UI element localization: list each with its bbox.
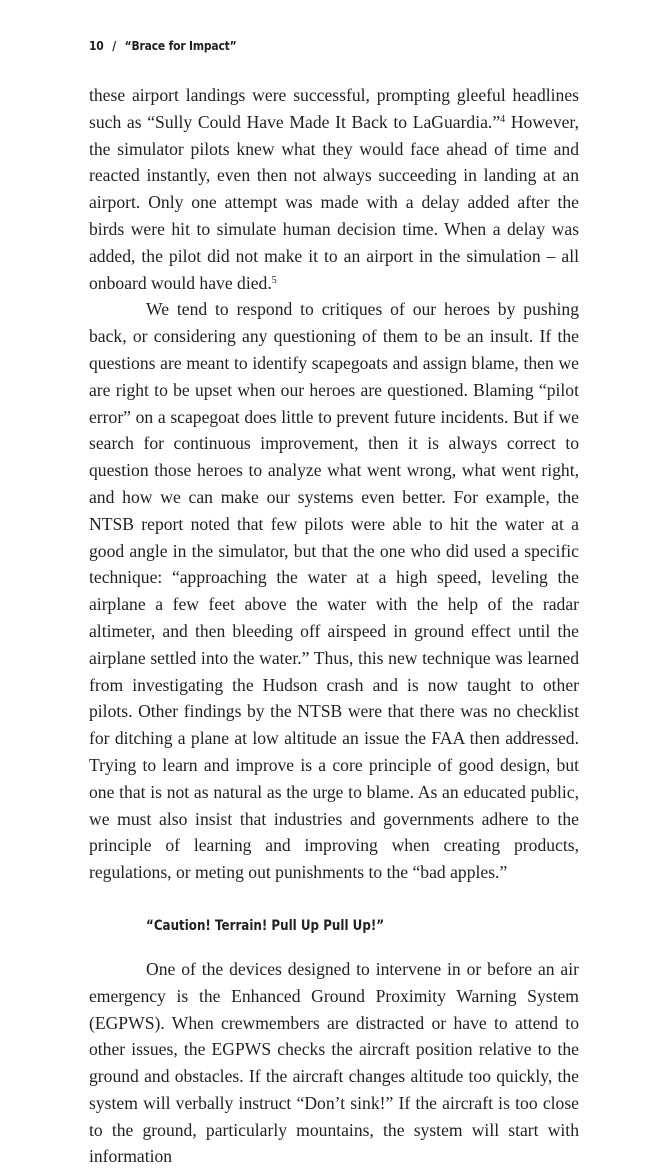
- paragraph-1: [89, 82, 579, 296]
- running-head: [89, 38, 237, 53]
- paragraph-1-text-continued: However, the simulator pilots knew what they would face ahead of time and reacted instantly, even then not always succeeding in landing at an airport. Only one attempt was made with a delay added after the birds were hit to simulate human decision time. When a delay was added, the pilot did not make it to an airport in the simulation – all onboard would have died.: [89, 111, 579, 293]
- section-heading: “Caution! Terrain! Pull Up Pull Up!”: [146, 917, 385, 934]
- footnote-ref-5: 5: [271, 274, 277, 286]
- body-text: [89, 82, 579, 1170]
- page-number: 10: [89, 38, 104, 53]
- paragraph-1-text: these airport landings were successful, prompting gleeful headlines such as “Sully Could Have Made It Back to LaGuardia.”: [89, 85, 579, 132]
- book-title: “Brace for Impact”: [124, 38, 237, 53]
- footnote-ref-4: 4: [500, 113, 506, 125]
- running-head-separator: /: [112, 38, 116, 53]
- paragraph-2: We tend to respond to critiques of our heroes by pushing back, or considering any questioning of them to be an insult. If the questions are meant to identify scapegoats and assign blame, then we are right to be upset when our heroes are questioned. Blaming “pilot error” on a scapegoat does little to prevent future incidents. But if we search for continuous improvement, then it is always correct to question those heroes to analyze what went wrong, what went right, and how we can make our systems even better. For example, the NTSB report noted that few pilots were able to hit the water at a good angle in the simulator, but that the one who did used a specific technique: “approaching the water at a high speed, leveling the airplane a few feet above the water with the help of the radar altimeter, and then bleeding off airspeed in ground effect until the airplane settled into the water.” Thus, this new technique was learned from investigating the Hudson crash and is now taught to other pilots. Other findings by the NTSB were that there was no checklist for ditching a plane at low altitude an issue the FAA then addressed. Trying to learn and improve is a core principle of good design, but one that is not as natural as the urge to blame. As an educated public, we must also insist that industries and governments adhere to the principle of learning and improving when creating products, regulations, or meting out punishments to the “bad apples.”: [89, 299, 579, 883]
- paragraph-3: One of the devices designed to intervene in or before an air emergency is the Enhanced Ground Proximity Warning System (EGPWS). When crewmembers are distracted or have to attend to other issues, the EGPWS checks the aircraft position relative to the ground and obstacles. If the aircraft changes altitude too quickly, the system will verbally instruct “Don’t sink!” If the aircraft is too close to the ground, particularly mountains, the system will start with information: [89, 958, 579, 1167]
